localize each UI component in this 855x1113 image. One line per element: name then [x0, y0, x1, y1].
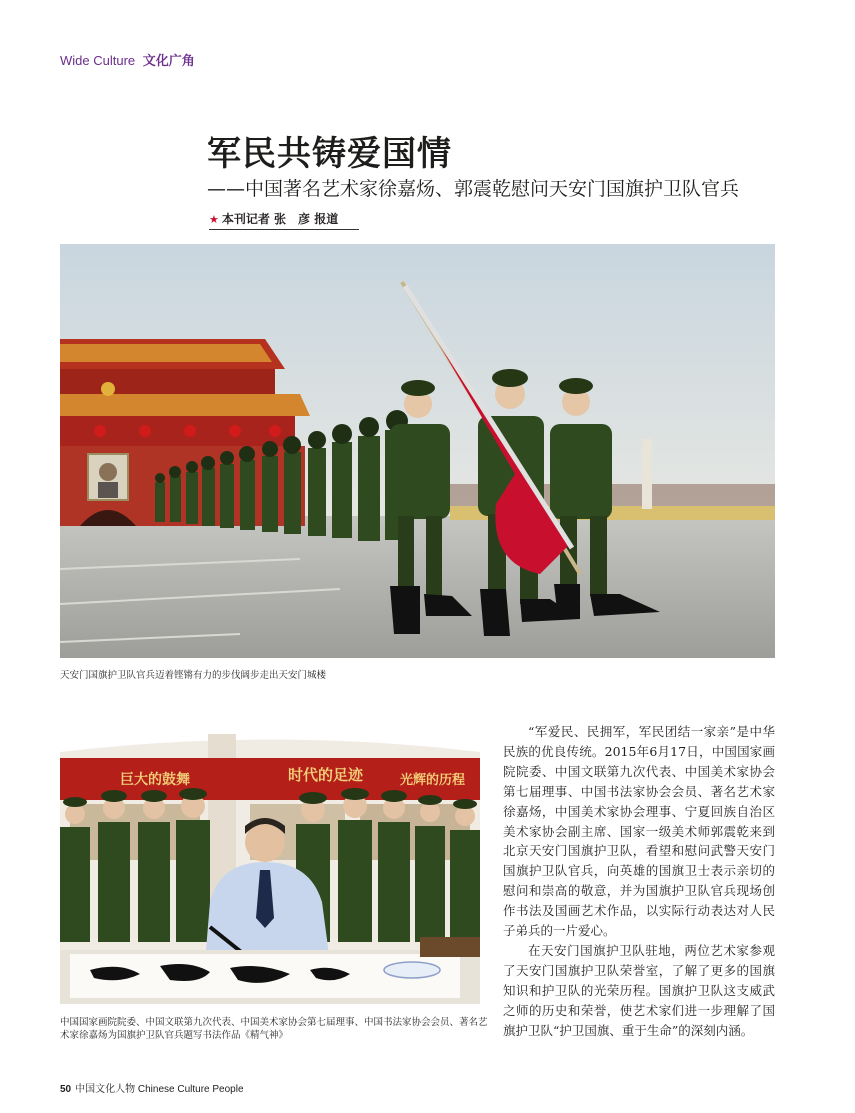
star-icon: ★: [209, 213, 219, 226]
section-tag: [60, 50, 195, 69]
parade-illustration: [60, 244, 775, 658]
magazine-name: 中国文化人物 Chinese Culture People: [75, 1084, 244, 1095]
body-paragraph: “军爱民、民拥军，军民团结一家亲”是中华民族的优良传统。2015年6月17日，中国国家画院院委、中国文联第九次代表、中国美术家协会第七届理事、中国书法家协会会员、著名艺术家徐嘉炀，中国美术家协会理事、宁夏回族自治区美术家协会副主席、国家一级美术师郭震乾来到北京天安门国旗护卫队，看望和慰问武警天安门国旗护卫队官兵，向英雄的国旗卫士表示亲切的慰问和崇高的敬意，并为国旗护卫队官兵现场创作书法及国画艺术作品，以实际行动表达对人民子弟兵的一片爱心。: [503, 724, 775, 939]
section-name-en: Wide Culture: [60, 53, 136, 68]
article-subtitle: ——中国著名艺术家徐嘉炀、郭震乾慰问天安门国旗护卫队官兵: [207, 178, 740, 200]
photo-calligraphy-scene: [60, 722, 480, 1004]
article-body: [503, 722, 775, 1041]
photo-flag-guard-parade: [60, 244, 775, 658]
section-name-cn: 文化广角: [142, 54, 195, 69]
banner-left: 巨大的鼓舞: [120, 772, 190, 788]
page-number: 50: [60, 1084, 72, 1095]
banner-right: 光辉的历程: [400, 773, 466, 788]
body-paragraph: 在天安门国旗护卫队驻地，两位艺术家参观了天安门国旗护卫队荣誉室，了解了更多的国旗知识和护卫队的光荣历程。国旗护卫队这支威武之师的历史和荣誉，使艺术家们进一步理解了国旗护卫队“护卫国旗、重于生命”的深刻内涵。: [503, 942, 775, 1038]
page-footer: [60, 1080, 244, 1095]
photo2-caption: 中国国家画院院委、中国文联第九次代表、中国美术家协会第七届理事、中国书法家协会会员、著名艺术家徐嘉炀为国旗护卫队官兵题写书法作品《精气神》: [60, 1017, 488, 1041]
banner-center: 时代的足迹: [288, 766, 364, 784]
photo1-caption: 天安门国旗护卫队官兵迈着铿锵有力的步伐阔步走出天安门城楼: [60, 670, 327, 681]
calligraphy-illustration: [60, 722, 480, 1004]
article-title: 军民共铸爱国情: [207, 134, 452, 174]
byline-text: 本刊记者 张 彦 报道: [221, 212, 339, 226]
byline: [209, 210, 359, 230]
